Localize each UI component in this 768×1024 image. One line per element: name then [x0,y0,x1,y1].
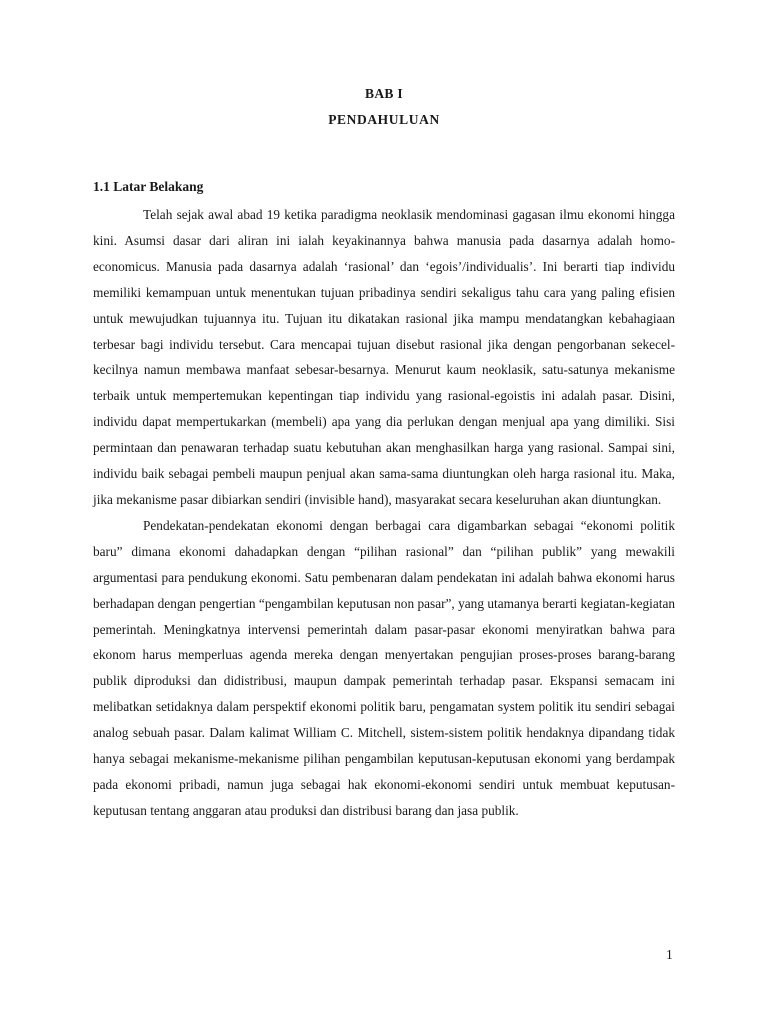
chapter-title: PENDAHULUAN [328,112,440,127]
body-text [93,202,675,824]
paragraph: Pendekatan-pendekatan ekonomi dengan berbagai cara digambarkan sebagai “ekonomi politik baru” dimana ekonomi dahadapkan dengan “pilihan rasional” dan “pilihan publik” yang mewakili argumentasi para pendukung ekonomi. Satu pembenaran dalam pendekatan ini adalah bahwa ekonomi harus berhadapan dengan pengertian “pengambilan keputusan non pasar”, yang utamanya berarti kegiatan-kegiatan pemerintah. Meningkatnya intervensi pemerintah dalam pasar-pasar ekonomi menyiratkan bahwa para ekonom harus memperluas agenda mereka dengan menyertakan pengujian proses-proses barang-barang publik diproduksi dan didistribusi, maupun dampak pemerintah terhadap pasar. Ekspansi semacam ini melibatkan setidaknya dalam perspektif ekonomi politik baru, pengamatan system politik itu sendiri sebagai analog sebuah pasar. Dalam kalimat William C. Mitchell, sistem-sistem politik hendaknya dipandang tidak hanya sebagai mekanisme-mekanisme pilihan pengambilan keputusan-keputusan ekonomi yang berdampak pada ekonomi pribadi, namun juga sebagai hak ekonomi-ekonomi sendiri untuk membuat keputusan-keputusan tentang anggaran atau produksi dan distribusi barang dan jasa publik. [93,517,675,818]
section-heading: 1.1 Latar Belakang [93,179,204,194]
page-number: 1 [666,947,673,962]
chapter-label: BAB I [365,86,403,101]
paragraph: Telah sejak awal abad 19 ketika paradigma neoklasik mendominasi gagasan ilmu ekonomi hingga kini. Asumsi dasar dari aliran ini ialah keyakinannya bahwa manusia pada dasarnya adalah homo-economicus. Manusia pada dasarnya adalah ‘rasional’ dan ‘egois’/individualis’. Ini berarti tiap individu memiliki kemampuan untuk menentukan tujuan pribadinya sendiri sekaligus tahu cara yang paling efisien untuk mewujudkan tujuannya itu. Tujuan itu dikatakan rasional jika mampu mendatangkan kebahagiaan terbesar bagi individu tersebut. Cara mencapai tujuan disebut rasional jika dengan pengorbanan sekecel-kecilnya namun membawa manfaat sebesar-besarnya. Menurut kaum neoklasik, satu-satunya mekanisme terbaik untuk mempertemukan kepentingan tiap individu yang rasional-egoistis ini adalah pasar. Disini, individu dapat mempertukarkan (membeli) apa yang dia perlukan dengan menjual apa yang dimiliki. Sisi permintaan dan penawaran terhadap suatu kebutuhan akan menghasilkan harga yang rasional. Sampai sini, individu baik sebagai pembeli maupun penjual akan sama-sama diuntungkan oleh harga rasional itu. Maka, jika mekanisme pasar dibiarkan sendiri (invisible hand), masyarakat secara keseluruhan akan diuntungkan. [93,207,675,507]
